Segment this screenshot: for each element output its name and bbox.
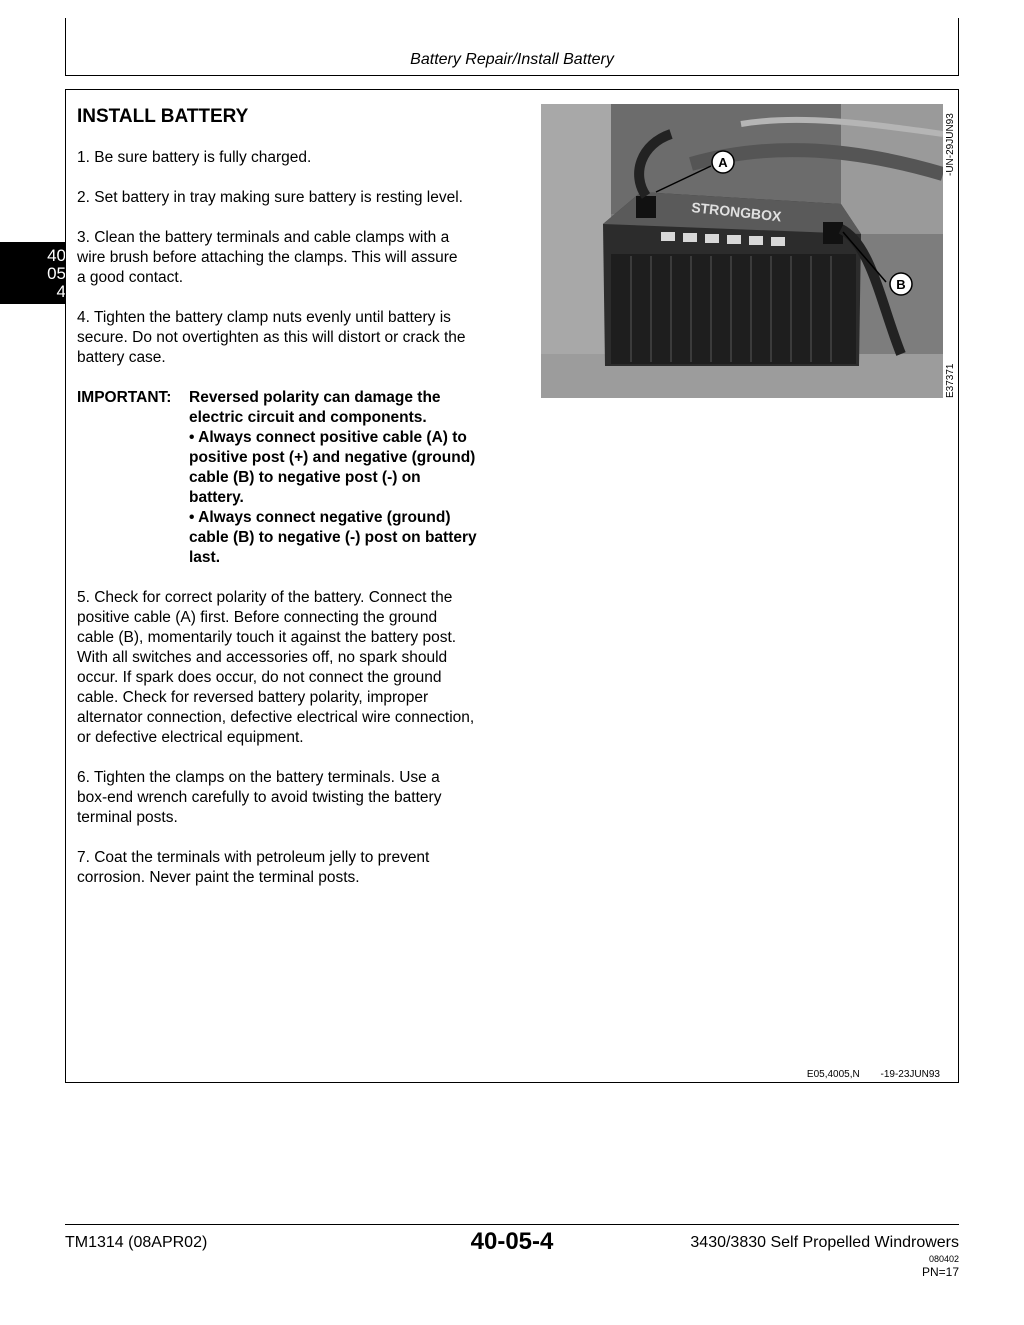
page-number: 40-05-4 — [470, 1228, 554, 1255]
tab-line-2: 05 — [47, 264, 66, 283]
page-header — [65, 18, 959, 76]
header-title: Battery Repair/Install Battery — [410, 51, 614, 68]
important-notice — [77, 388, 527, 568]
product-name: 3430/3830 Self Propelled Windrowers — [690, 1234, 959, 1251]
print-code: 080402 — [928, 1254, 959, 1264]
photo-code — [943, 104, 959, 398]
step-5: 5. Check for correct polarity of the battery. Connect the positive cable (A) first. Before connecting the ground cable (B), momentarily touch it against the battery post. With all switches and accessories off, no spark should occur. If spark does occur, do not connect the ground cable. Check for reversed battery polarity, improper alternator connection, defective electrical wire connection, or defective electrical equipment. — [77, 589, 475, 746]
manual-id: TM1314 (08APR02) — [65, 1234, 208, 1251]
box-footer-code — [789, 1069, 940, 1080]
step-1: 1. Be sure battery is fully charged. — [77, 149, 312, 166]
callout-b: B — [896, 277, 906, 292]
important-label: IMPORTANT: — [77, 389, 172, 406]
instruction-text — [77, 90, 527, 908]
box-code-1: E05,4005,N — [806, 1069, 860, 1080]
section-tab — [0, 242, 66, 304]
battery-illustration — [541, 104, 943, 398]
photo-code-bottom: E37371 — [945, 363, 956, 398]
content-box — [65, 89, 959, 1083]
tab-line-3: 4 — [56, 282, 66, 301]
box-code-2: -19-23JUN93 — [880, 1069, 940, 1080]
pn-number: PN=17 — [921, 1265, 959, 1279]
step-7: 7. Coat the terminals with petroleum jelly to prevent corrosion. Never paint the terminal posts. — [77, 849, 430, 886]
step-4: 4. Tighten the battery clamp nuts evenly until battery is secure. Do not overtighten as this will distort or crack the battery case. — [77, 309, 466, 366]
section-title: INSTALL BATTERY — [77, 106, 249, 127]
step-3: 3. Clean the battery terminals and cable clamps with a wire brush before attaching the clamps. This will assure a good contact. — [77, 229, 458, 286]
step-6: 6. Tighten the clamps on the battery terminals. Use a box-end wrench carefully to avoid twisting the battery terminal posts. — [77, 769, 442, 826]
important-text: Reversed polarity can damage the electric circuit and components. • Always connect positive cable (A) to positive post (+) and negative (ground) cable (B) to negative post (-) on battery. • Always connect negative (ground) cable (B) to negative (-) post on battery last. — [189, 389, 477, 566]
photo-code-top: -UN-29JUN93 — [945, 113, 956, 176]
callout-a: A — [718, 155, 728, 170]
step-2: 2. Set battery in tray making sure battery is resting level. — [77, 189, 463, 206]
battery-brand-label: STRONGBOX — [690, 199, 783, 225]
tab-line-1: 40 — [47, 246, 66, 265]
footer-divider — [65, 1224, 959, 1225]
battery-photo — [541, 104, 943, 398]
